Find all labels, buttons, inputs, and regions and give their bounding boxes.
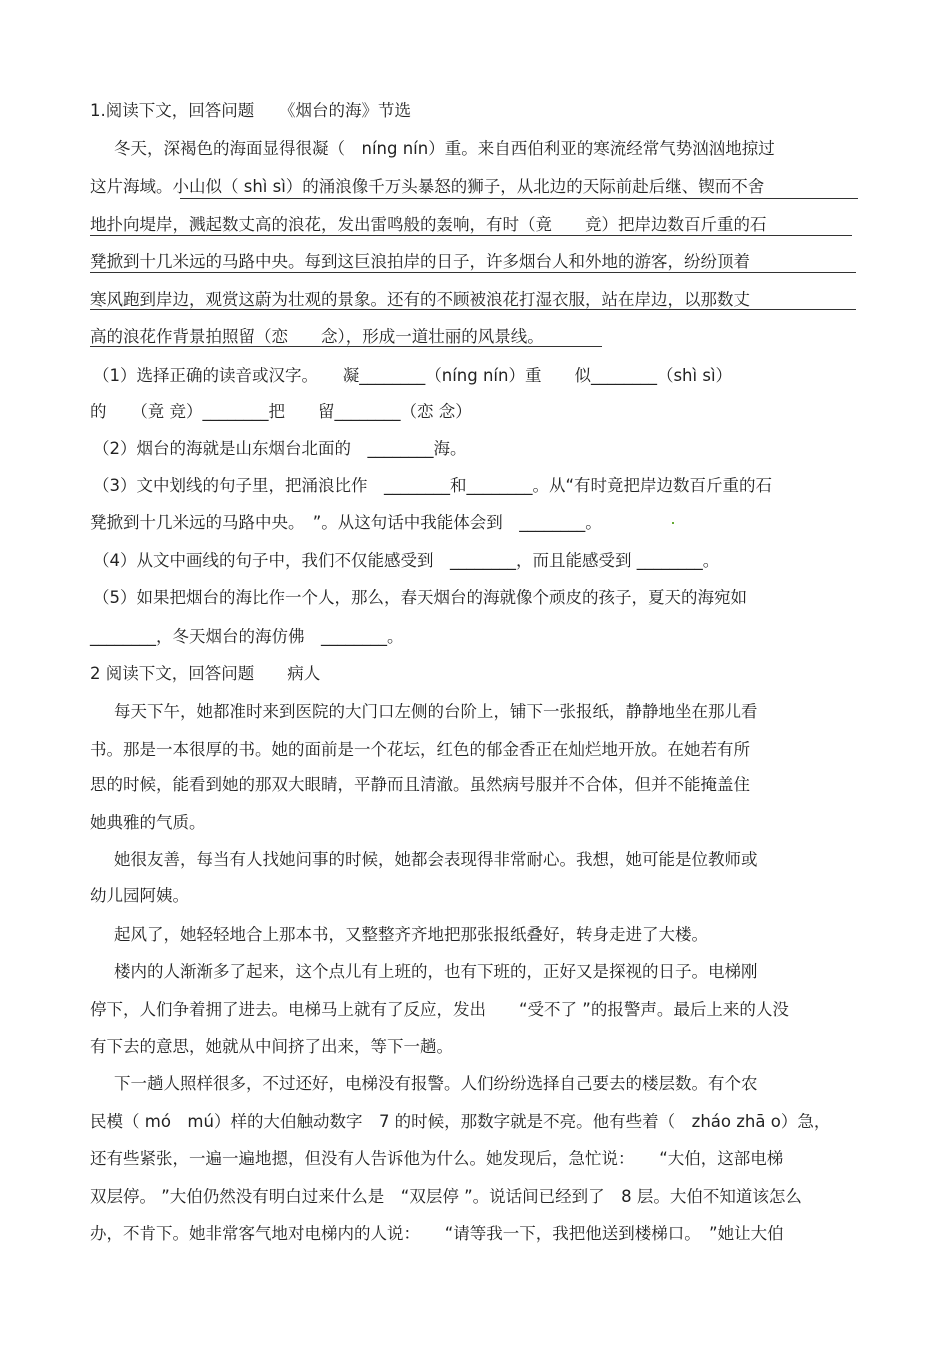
- s2-passage-line-12: 民模（ mó mú）样的大伯触动数字 7 的时候，那数字就是不亮。他有些着（ zháo zhā o）急，: [90, 1112, 831, 1131]
- s1-question-5b: ________，冬天烟台的海仿佛 ________。: [90, 627, 404, 646]
- s1-question-3b: 凳掀到十几米远的马路中央。 ”。从这句话中我能体会到 ________。: [90, 513, 602, 532]
- s2-passage-line-14: 双层停。 ”大伯仍然没有明白过来什么是 “双层停 ”。说话间已经到了 8 层。大伯不知道该怎么: [90, 1187, 802, 1206]
- s2-passage-line-7: 起风了，她轻轻地合上那本书，又整整齐齐地把那张报纸叠好，转身走进了大楼。: [114, 925, 708, 944]
- passage-underline: [90, 235, 852, 236]
- s1-passage-line-1: 冬天，深褐色的海面显得很凝（ níng nín）重。来自西伯利亚的寒流经常气势汹汹地掠过: [114, 139, 775, 158]
- ink-dot: [672, 522, 674, 524]
- s2-passage-line-15: 办，不肯下。她非常客气地对电梯内的人说： “请等我一下，我把他送到楼梯口。 ”她让大伯: [90, 1224, 784, 1243]
- s1-passage-line-4: 凳掀到十几米远的马路中央。每到这巨浪拍岸的日子，许多烟台人和外地的游客，纷纷顶着: [90, 252, 750, 271]
- s1-question-1b: 的 （竟 竞）________把 留________（恋 念）: [90, 402, 472, 421]
- s1-passage-line-6: 高的浪花作背景拍照留（恋 念），形成一道壮丽的风景线。: [90, 327, 544, 346]
- section2-heading: 2 阅读下文，回答问题 病人: [90, 664, 321, 683]
- passage-underline: [90, 346, 602, 347]
- s2-passage-line-1: 每天下午，她都准时来到医院的大门口左侧的台阶上，铺下一张报纸，静静地坐在那儿看: [114, 702, 758, 721]
- s2-passage-line-10: 有下去的意思，她就从中间挤了出来，等下一趟。: [90, 1037, 453, 1056]
- s1-passage-line-5: 寒风跑到岸边，观赏这蔚为壮观的景象。还有的不顾被浪花打湿衣服，站在岸边，以那数丈: [90, 290, 750, 309]
- section1-heading: 1.阅读下文，回答问题 《烟台的海》节选: [90, 101, 411, 120]
- s2-passage-line-2: 书。那是一本很厚的书。她的面前是一个花坛，红色的郁金香正在灿烂地开放。在她若有所: [90, 740, 750, 759]
- s2-passage-line-8: 楼内的人渐渐多了起来，这个点儿有上班的，也有下班的，正好又是探视的日子。电梯刚: [114, 962, 758, 981]
- passage-underline: [180, 198, 858, 199]
- s2-passage-line-6: 幼儿园阿姨。: [90, 886, 189, 905]
- s2-passage-line-9: 停下，人们争着拥了进去。电梯马上就有了反应，发出 “受不了 ”的报警声。最后上来的人没: [90, 1000, 789, 1019]
- s2-passage-line-3: 思的时候，能看到她的那双大眼睛，平静而且清澈。虽然病号服并不合体，但并不能掩盖住: [90, 775, 750, 794]
- s1-question-5a: （5）如果把烟台的海比作一个人，那么，春天烟台的海就像个顽皮的孩子，夏天的海宛如: [93, 588, 747, 607]
- s2-passage-line-13: 还有些紧张，一遍一遍地摁，但没有人告诉他为什么。她发现后，急忙说： “大伯，这部电梯: [90, 1149, 784, 1168]
- s1-question-2: （2）烟台的海就是山东烟台北面的 ________海。: [93, 439, 467, 458]
- s1-question-3a: （3）文中划线的句子里，把涌浪比作 ________和________。从“有时竟把岸边数百斤重的石: [93, 476, 773, 495]
- s2-passage-line-11: 下一趟人照样很多，不过还好，电梯没有报警。人们纷纷选择自己要去的楼层数。有个农: [114, 1074, 758, 1093]
- passage-underline: [90, 272, 856, 273]
- s1-question-1a: （1）选择正确的读音或汉字。 凝________（níng nín）重 似________（shì sì）: [93, 366, 733, 385]
- s1-passage-line-2: 这片海域。小山似（ shì sì）的涌浪像千万头暴怒的狮子，从北边的天际前赴后继、锲而不舍: [90, 177, 765, 196]
- s2-passage-line-5: 她很友善，每当有人找她问事的时候，她都会表现得非常耐心。我想，她可能是位教师或: [114, 850, 758, 869]
- s2-passage-line-4: 她典雅的气质。: [90, 813, 206, 832]
- s1-question-4: （4）从文中画线的句子中，我们不仅能感受到 ________，而且能感受到 ________。: [93, 551, 720, 570]
- s1-passage-line-3: 地扑向堤岸，溅起数丈高的浪花，发出雷鸣般的轰响，有时（竟 竞）把岸边数百斤重的石: [90, 215, 767, 234]
- passage-underline: [90, 309, 856, 310]
